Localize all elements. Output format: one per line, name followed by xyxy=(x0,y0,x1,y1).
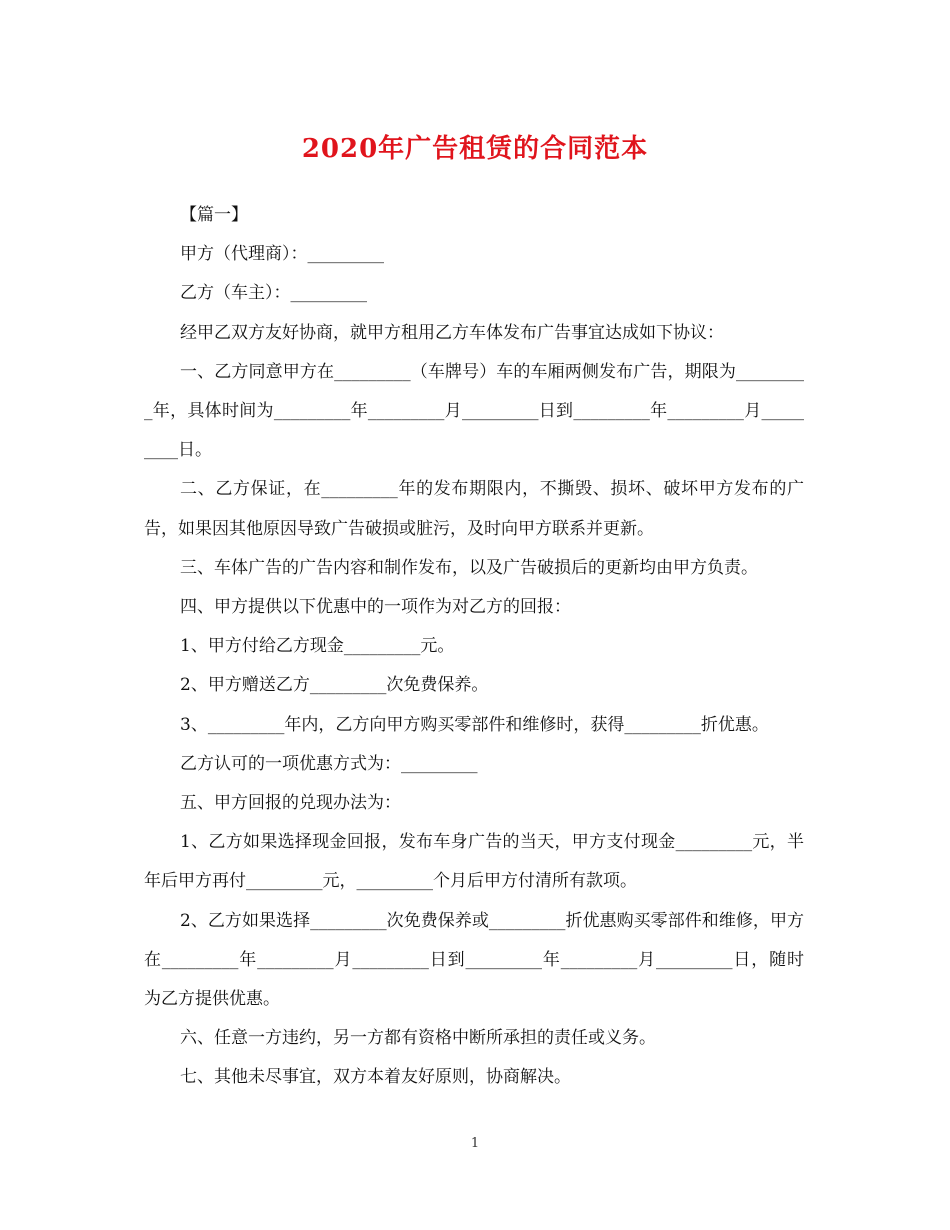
clause-5-item-1: 1、乙方如果选择现金回报，发布车身广告的当天，甲方支付现金_________元，半年后甲方再付_________元，_________个月后甲方付清所有款项。 xyxy=(144,832,804,892)
clause-4-option-1: 1、甲方付给乙方现金_________元。 xyxy=(180,636,455,657)
clause-1: 一、乙方同意甲方在_________（车牌号）车的车厢两侧发布广告，期限为_________年，具体时间为_________年_________月_________日到_________年_________月_________日。 xyxy=(144,361,804,461)
document-title: 2020年广告租赁的合同范本 xyxy=(301,134,649,164)
chosen-option-line: 乙方认可的一项优惠方式为：_________ xyxy=(180,753,478,774)
clause-4-option-2: 2、甲方赠送乙方_________次免费保养。 xyxy=(180,675,489,696)
party-a-line: 甲方（代理商）：_________ xyxy=(180,244,384,265)
clause-7: 七、其他未尽事宜，双方本着友好原则，协商解决。 xyxy=(180,1067,571,1088)
clause-4-option-3: 3、_________年内，乙方向甲方购买零部件和维修时，获得_________折优惠。 xyxy=(180,714,769,735)
section-heading: 【篇一】 xyxy=(180,205,248,225)
clause-3: 三、车体广告的广告内容和制作发布，以及广告破损后的更新均由甲方负责。 xyxy=(180,557,758,578)
clause-5-item-2: 2、乙方如果选择_________次免费保养或_________折优惠购买零部件和维修，甲方在_________年_________月_________日到_________年_________月_________日，随时为乙方提供优惠。 xyxy=(144,910,804,1010)
page-number: 1 xyxy=(470,1136,480,1151)
clause-4: 四、甲方提供以下优惠中的一项作为对乙方的回报： xyxy=(180,597,571,618)
document-body xyxy=(144,196,804,1098)
agreement-intro: 经甲乙双方友好协商，就甲方租用乙方车体发布广告事宜达成如下协议： xyxy=(180,322,724,343)
clause-6: 六、任意一方违约，另一方都有资格中断所承担的责任或义务。 xyxy=(180,1028,656,1049)
clause-5: 五、甲方回报的兑现办法为： xyxy=(180,793,401,814)
clause-2: 二、乙方保证，在_________年的发布期限内，不撕毁、损坏、破坏甲方发布的广告，如果因其他原因导致广告破损或脏污，及时向甲方联系并更新。 xyxy=(144,479,804,539)
party-b-line: 乙方（车主）：_________ xyxy=(180,283,367,304)
